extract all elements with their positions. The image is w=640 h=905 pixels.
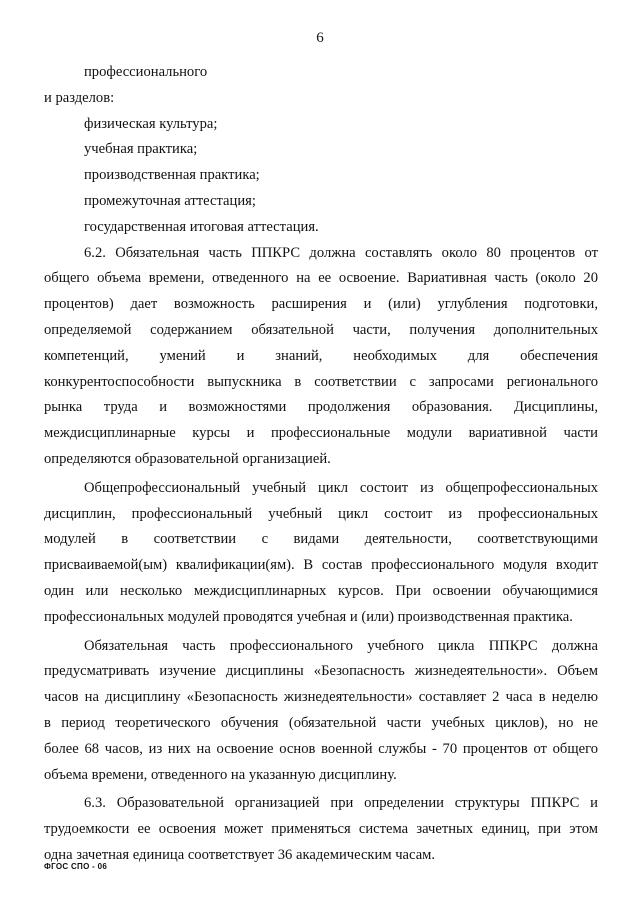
paragraph-line: конкурентоспособности выпускника в соответствии с запросами регионального: [44, 373, 598, 390]
paragraph-cycle: [44, 476, 598, 631]
paragraph-line: присваиваемой(ым) квалификации(ям). В состав профессионального модуля входит: [44, 557, 598, 574]
list-item: физическая культура;: [84, 115, 218, 132]
document-body: [44, 60, 598, 869]
paragraph-6-3: [44, 791, 598, 868]
footer-code: ФГОС СПО - 06: [44, 862, 108, 871]
paragraph-line: определяются образовательной организацией.: [44, 450, 331, 467]
paragraph-line: объема времени, отведенного на указанную дисциплину.: [44, 766, 397, 783]
paragraph-line: междисциплинарные курсы и профессиональные модули вариативной части: [44, 425, 598, 442]
list-item: производственная практика;: [84, 167, 260, 184]
paragraph-line: определяемой содержанием обязательной части, получения дополнительных: [44, 321, 598, 338]
paragraph-line: в период теоретического обучения (обязательной части учебных циклов), но не: [44, 714, 598, 731]
sections-list: [44, 112, 598, 241]
paragraph-line: общего объема времени, отведенного на ее освоение. Вариативная часть (около 20: [44, 270, 598, 287]
paragraph-line: предусматривать изучение дисциплины «Безопасность жизнедеятельности». Объем: [44, 663, 598, 680]
list-item: учебная практика;: [84, 141, 198, 158]
paragraph-line: 6.3. Образовательной организацией при определении структуры ППКРС и: [84, 795, 598, 812]
intro-line: и разделов:: [44, 89, 115, 106]
paragraph-line: компетенций, умений и знаний, необходимых для обеспечения: [44, 347, 598, 364]
paragraph-line: Обязательная часть профессионального учебного цикла ППКРС должна: [84, 637, 598, 654]
paragraph-line: дисциплин, профессиональный учебный цикл состоит из профессиональных: [44, 505, 598, 522]
paragraph-line: более 68 часов, из них на освоение основ военной службы - 70 процентов от общего: [44, 740, 598, 757]
paragraph-line: рынка труда и возможностями продолжения образования. Дисциплины,: [44, 399, 598, 416]
list-item: промежуточная аттестация;: [84, 192, 256, 209]
paragraph-line: трудоемкости ее освоения может применяться система зачетных единиц, при этом: [44, 821, 598, 838]
list-item: государственная итоговая аттестация.: [84, 218, 319, 235]
paragraph-line: модулей в соответствии с видами деятельности, соответствующими: [44, 531, 598, 548]
paragraph-line: одна зачетная единица соответствует 36 академическим часам.: [44, 846, 436, 863]
paragraph-line: процентов) дает возможность расширения и (или) углубления подготовки,: [44, 296, 598, 313]
paragraph-line: профессиональных модулей проводятся учебная и (или) производственная практика.: [44, 608, 573, 625]
paragraph-safety: [44, 634, 598, 789]
paragraph-line: часов на дисциплину «Безопасность жизнедеятельности» составляет 2 часа в неделю: [44, 689, 598, 706]
intro-line: профессионального: [84, 64, 208, 80]
paragraph-line: 6.2. Обязательная часть ППКРС должна составлять около 80 процентов от: [84, 244, 598, 261]
paragraph-6-2: [44, 241, 598, 473]
page-number: 6: [316, 30, 324, 46]
paragraph-line: Общепрофессиональный учебный цикл состоит из общепрофессиональных: [84, 479, 598, 496]
paragraph-line: один или несколько междисциплинарных курсов. При освоении обучающимися: [44, 582, 598, 599]
